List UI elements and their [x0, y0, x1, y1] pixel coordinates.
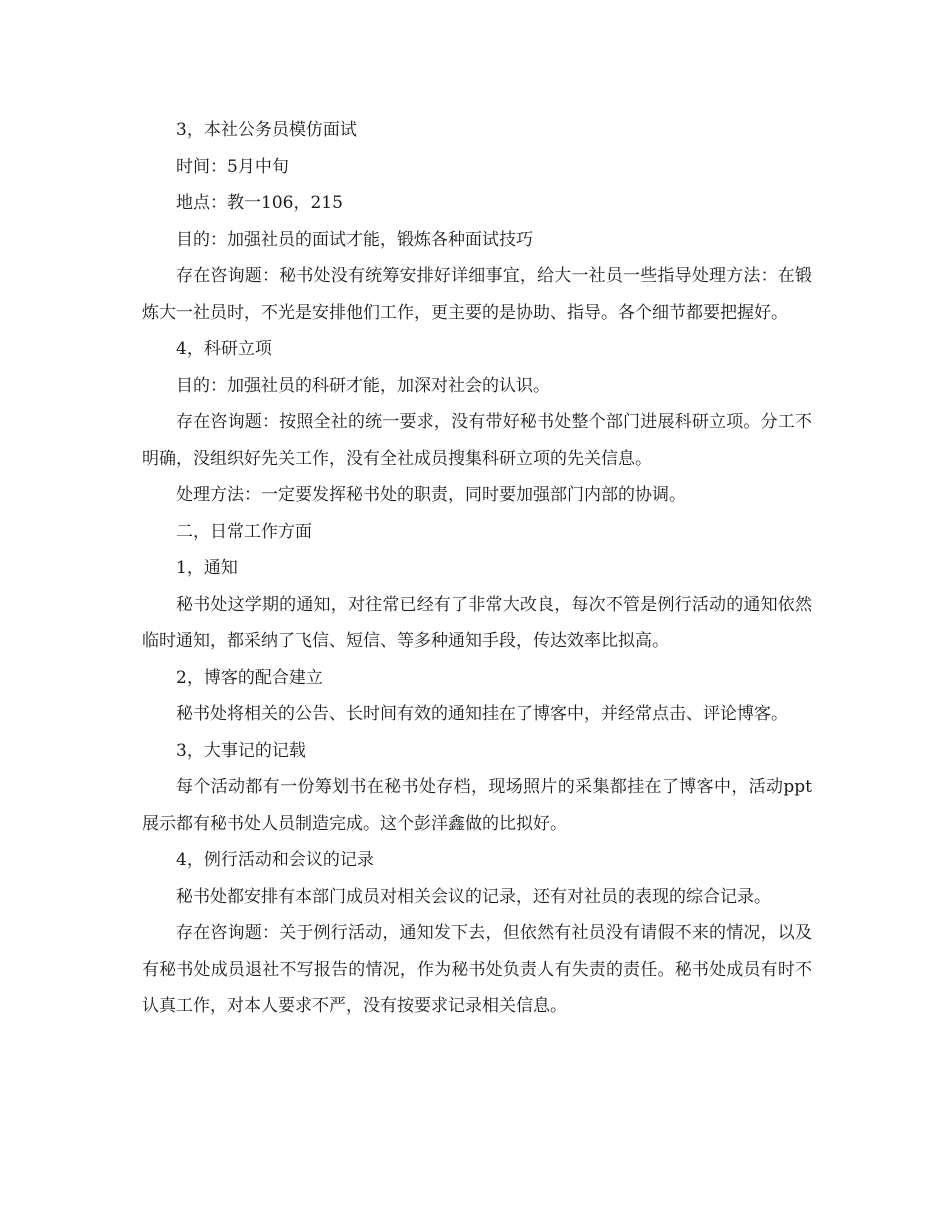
paragraph-time: 时间：5月中旬 [176, 156, 289, 177]
paragraph-notice: 秘书处这学期的通知，对往常已经有了非常大改良，每次不管是例行活动的通知依然临时通知，都采纳了飞信、短信、等多种通知手段，传达效率比拟高。 [142, 594, 812, 651]
heading-notice: 1，通知 [176, 558, 238, 578]
heading-meeting-records: 4，例行活动和会议的记录 [176, 850, 374, 870]
paragraph-meeting-records: 秘书处都安排有本部门成员对相关会议的记录，还有对社员的表现的综合记录。 [176, 886, 771, 907]
paragraph-blog: 秘书处将相关的公告、长时间有效的通知挂在了博客中，并经常点击、评论博客。 [176, 704, 788, 724]
heading-research-project: 4，科研立项 [176, 339, 272, 359]
paragraph-problem-interview: 存在咨询题：秘书处没有统筹安排好详细事宜，给大一社员一些指导处理方法：在锻炼大一社员时，不光是安排他们工作，更主要的是协助、指导。各个细节都要把握好。 [142, 266, 812, 323]
paragraph-location: 地点：教一106，215 [176, 193, 343, 213]
heading-blog: 2，博客的配合建立 [176, 667, 323, 688]
heading-chronicle: 3，大事记的记载 [176, 740, 306, 761]
heading-daily-work: 二，日常工作方面 [176, 521, 312, 542]
paragraph-purpose: 目的：加强社员的面试才能，锻炼各种面试技巧 [176, 229, 533, 250]
document-body [142, 112, 812, 1025]
paragraph-research-purpose: 目的：加强社员的科研才能，加深对社会的认识。 [176, 375, 550, 396]
heading-mock-interview: 3，本社公务员模仿面试 [176, 120, 357, 140]
paragraph-problem-research: 存在咨询题：按照全社的统一要求，没有带好秘书处整个部门进展科研立项。分工不明确，没组织好先关工作，没有全社成员搜集科研立项的先关信息。 [142, 412, 812, 469]
paragraph-problem-records: 存在咨询题：关于例行活动，通知发下去，但依然有社员没有请假不来的情况，以及有秘书处成员退社不写报告的情况，作为秘书处负责人有失责的责任。秘书处成员有时不认真工作，对本人要求不严，没有按要求记录相关信息。 [142, 923, 812, 1016]
paragraph-chronicle: 每个活动都有一份筹划书在秘书处存档，现场照片的采集都挂在了博客中，活动ppt展示都有秘书处人员制造完成。这个彭洋鑫做的比拟好。 [142, 777, 812, 834]
paragraph-solution: 处理方法：一定要发挥秘书处的职责，同时要加强部门内部的协调。 [176, 485, 686, 505]
